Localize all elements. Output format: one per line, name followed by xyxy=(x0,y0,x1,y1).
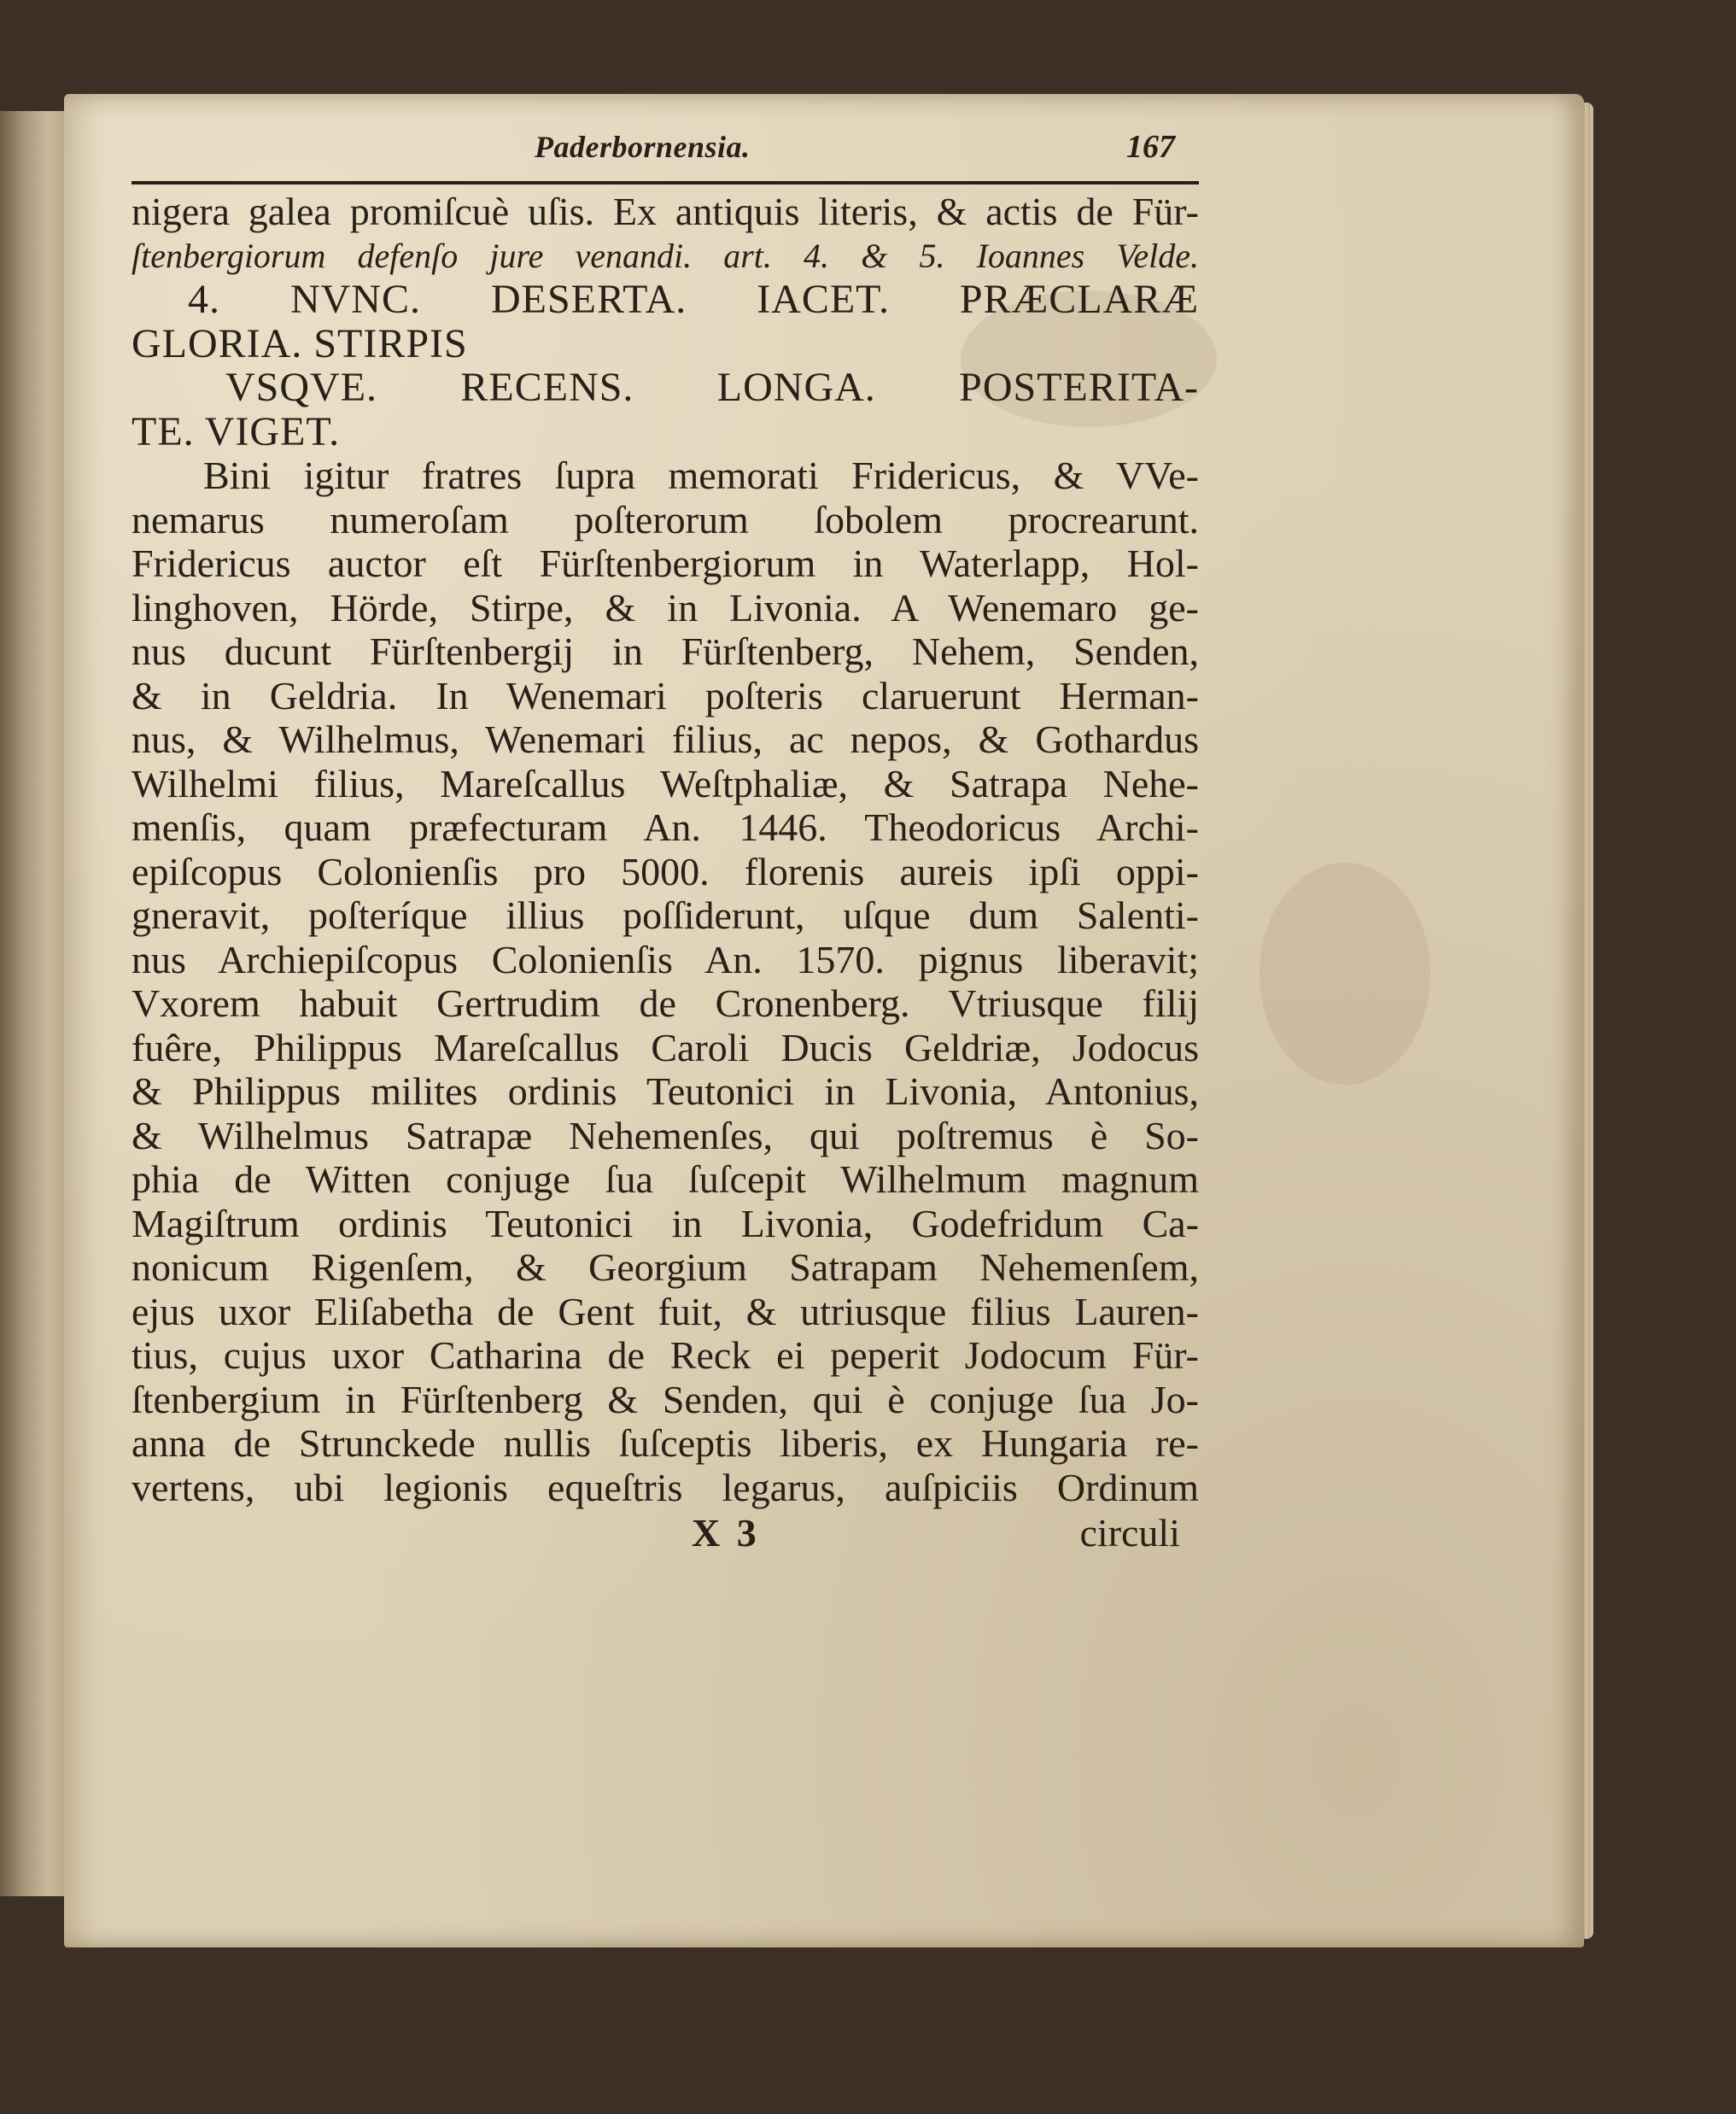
running-title: Paderbornensia. xyxy=(535,130,751,164)
page-footer xyxy=(132,1511,1199,1555)
inscription-line: 4. NVNC. DESERTA. IACET. PRÆCLARÆ xyxy=(188,277,1199,322)
page-text-block xyxy=(132,128,1199,1555)
text-line: fuêre, Philippus Mareſcallus Caroli Ducis Geldriæ, Jodocus xyxy=(132,1025,1199,1069)
page-number: 167 xyxy=(1126,129,1175,165)
text-line: tius, cujus uxor Catharina de Reck ei peperit Jodocum Für- xyxy=(132,1333,1199,1377)
inscription-line: TE. VIGET. xyxy=(132,408,341,454)
text-line: linghoven, Hörde, Stirpe, & in Livonia. A Wenemaro ge- xyxy=(132,585,1199,630)
body-text xyxy=(132,190,1199,1509)
text-line: Vxorem habuit Gertrudim de Cronenberg. Vtriusque filij xyxy=(132,981,1199,1025)
text-line: ejus uxor Eliſabetha de Gent fuit, & utriusque filius Lauren- xyxy=(132,1289,1199,1333)
facing-page-edge xyxy=(0,111,70,1896)
text-line: nemarus numeroſam poſterorum ſobolem procrearunt. xyxy=(132,497,1199,542)
text-line: vertens, ubi legionis equeſtris legarus, auſpiciis Ordinum xyxy=(132,1465,1199,1509)
text-line: anna de Strunckede nullis ſuſceptis liberis, ex Hungaria re- xyxy=(132,1421,1199,1465)
text-line: gneravit, poſteríque illius poſſiderunt, uſque dum Salenti- xyxy=(132,893,1199,937)
text-line: ſtenbergium in Fürſtenberg & Senden, qui è conjuge ſua Jo- xyxy=(132,1377,1199,1421)
text-line: menſis, quam præfecturam An. 1446. Theodoricus Archi- xyxy=(132,805,1199,849)
text-line: Bini igitur fratres ſupra memorati Fridericus, & VVe- xyxy=(203,454,1199,497)
text-line: nigera galea promiſcuè uſis. Ex antiquis literis, & actis de Für- xyxy=(132,190,1199,233)
text-line: epiſcopus Colonienſis pro 5000. florenis aureis ipſi oppi- xyxy=(132,849,1199,893)
text-line: Wilhelmi filius, Mareſcallus Weſtphaliæ, & Satrapa Nehe- xyxy=(132,761,1199,805)
text-line: Fridericus auctor eſt Fürſtenbergiorum in Waterlapp, Hol- xyxy=(132,542,1199,585)
text-line: nus, & Wilhelmus, Wenemari filius, ac nepos, & Gothardus xyxy=(132,717,1199,761)
text-line: nus ducunt Fürſtenbergij in Fürſtenberg, Nehem, Senden, xyxy=(132,630,1199,673)
text-line: phia de Witten conjuge ſua ſuſcepit Wilhelmum magnum xyxy=(132,1157,1199,1201)
text-line: & Philippus milites ordinis Teutonici in Livonia, Antonius, xyxy=(132,1069,1199,1113)
inscription-line: VSQVE. RECENS. LONGA. POSTERITA- xyxy=(225,365,1199,410)
text-line: nonicum Rigenſem, & Georgium Satrapam Nehemenſem, xyxy=(132,1245,1199,1289)
catchword: circuli xyxy=(1079,1511,1180,1555)
inscription-line: GLORIA. STIRPIS xyxy=(132,320,468,366)
text-line: & in Geldria. In Wenemari poſteris claruerunt Herman- xyxy=(132,673,1199,717)
signature-mark: X 3 xyxy=(692,1511,760,1555)
paper-stain xyxy=(1260,863,1430,1085)
text-line: Magiſtrum ordinis Teutonici in Livonia, Godefridum Ca- xyxy=(132,1201,1199,1245)
text-line: nus Archiepiſcopus Colonienſis An. 1570. pignus liberavit; xyxy=(132,937,1199,981)
text-line: & Wilhelmus Satrapæ Nehemenſes, qui poſtremus è So- xyxy=(132,1113,1199,1157)
running-header xyxy=(132,128,1199,184)
text-line: ſtenbergiorum defenſo jure venandi. art. 4. & 5. Ioannes Velde. xyxy=(132,236,1199,275)
